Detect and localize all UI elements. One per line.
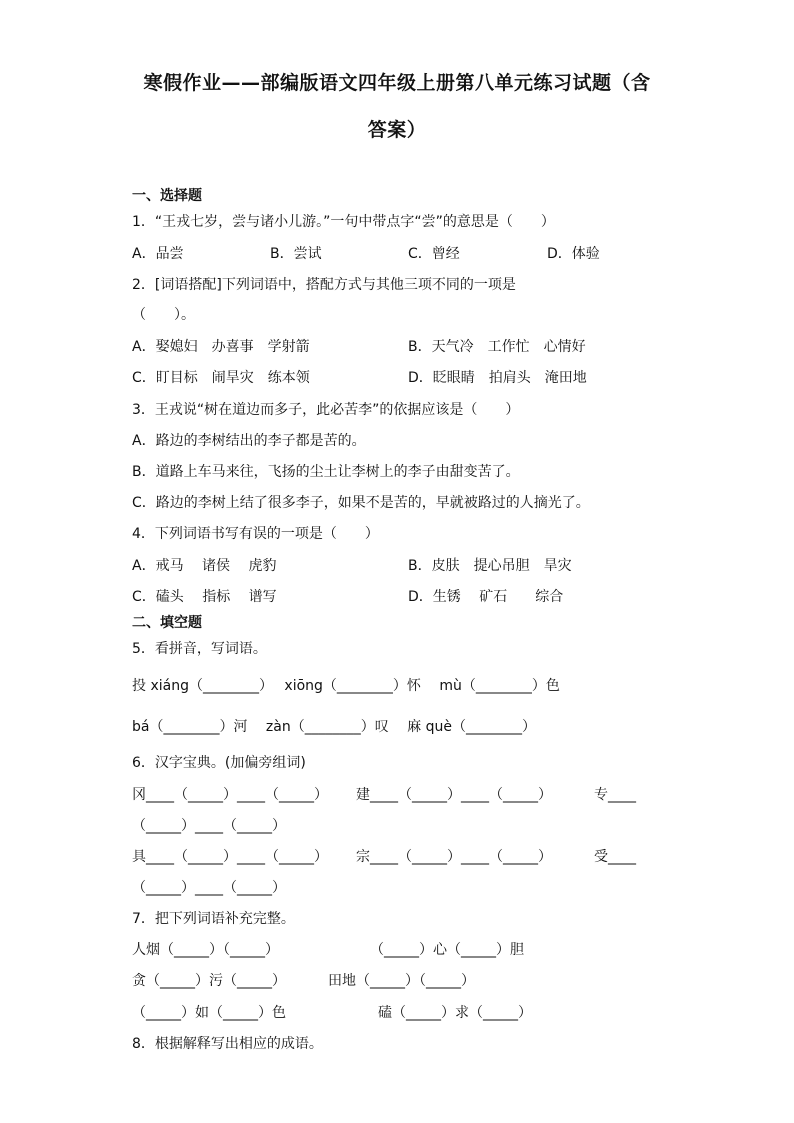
q4-option-d: D．生锈 矿石 综合 bbox=[408, 589, 564, 605]
q7-row2-left: 贪（_____）污（_____） bbox=[132, 973, 286, 989]
q5-pinyin-row-2: bá（________）河 zàn（________）叹 麻 què（________） bbox=[132, 719, 536, 735]
q3-option-b: B．道路上车马来往，飞扬的尘土让李树上的李子由甜变苦了。 bbox=[132, 464, 520, 480]
q2-option-c: C．盯目标 闹旱灾 练本领 bbox=[132, 370, 310, 386]
q2-option-b: B．天气冷 工作忙 心情好 bbox=[408, 339, 586, 355]
question-8-stem: 8．根据解释写出相应的成语。 bbox=[132, 1036, 323, 1052]
q6-row1-group-c-cont: （_____）____（_____） bbox=[132, 818, 286, 834]
q1-option-d: D．体验 bbox=[547, 246, 600, 262]
question-5-stem: 5．看拼音，写词语。 bbox=[132, 641, 267, 657]
q7-row2-right: 田地（_____）（_____） bbox=[328, 973, 475, 989]
q3-option-a: A．路边的李树结出的李子都是苦的。 bbox=[132, 433, 366, 449]
q7-row3-left: （_____）如（_____）色 bbox=[132, 1005, 286, 1021]
q1-option-b: B．尝试 bbox=[270, 246, 322, 262]
question-7-stem: 7．把下列词语补充完整。 bbox=[132, 911, 295, 927]
q7-row3-right: 磕（_____）求（_____） bbox=[378, 1005, 532, 1021]
question-1-stem: 1．“王戎七岁，尝与诸小儿游。”一句中带点字“尝”的意思是（ ） bbox=[132, 214, 555, 230]
q6-row1-group-c: 专____ bbox=[594, 787, 636, 803]
q6-row1-group-b: 建____（_____）____（_____） bbox=[356, 787, 552, 803]
question-2-stem: 2．[词语搭配]下列词语中，搭配方式与其他三项不同的一项是 bbox=[132, 277, 516, 293]
q7-row1-right: （_____）心（_____）胆 bbox=[370, 942, 524, 958]
q4-option-a: A．戒马 诸侯 虎豹 bbox=[132, 558, 277, 574]
question-6-stem: 6．汉字宝典。(加偏旁组词) bbox=[132, 755, 306, 771]
q6-row2-group-c-cont: （_____）____（_____） bbox=[132, 880, 286, 896]
q1-option-a: A．品尝 bbox=[132, 246, 184, 262]
q5-pinyin-row-1: 投 xiáng（________） xiōng（________）怀 mù（________）色 bbox=[132, 678, 560, 694]
q3-option-c: C．路边的李树上结了很多李子，如果不是苦的，早就被路过的人摘光了。 bbox=[132, 495, 590, 511]
question-3-stem: 3．王戎说“树在道边而多子，此必苦李”的依据应该是（ ） bbox=[132, 402, 520, 418]
q6-row2-group-c: 受____ bbox=[594, 849, 636, 865]
q6-row2-group-a: 具____（_____）____（_____） bbox=[132, 849, 328, 865]
page-title-line2: 答案） bbox=[367, 119, 427, 141]
q6-row1-group-a: 冈____（_____）____（_____） bbox=[132, 787, 328, 803]
q2-option-a: A．娶媳妇 办喜事 学射箭 bbox=[132, 339, 310, 355]
q4-option-c: C．磕头 指标 谱写 bbox=[132, 589, 277, 605]
q6-row2-group-b: 宗____（_____）____（_____） bbox=[356, 849, 552, 865]
question-4-stem: 4．下列词语书写有误的一项是（ ） bbox=[132, 526, 379, 542]
section-fill-heading: 二、填空题 bbox=[132, 615, 202, 631]
section-choice-heading: 一、选择题 bbox=[132, 188, 202, 204]
question-2-stem-cont: （ ）。 bbox=[132, 307, 195, 323]
q1-option-c: C．曾经 bbox=[408, 246, 460, 262]
q4-option-b: B．皮肤 提心吊胆 旱灾 bbox=[408, 558, 572, 574]
q2-option-d: D．眨眼睛 拍肩头 淹田地 bbox=[408, 370, 587, 386]
q7-row1-left: 人烟（_____）（_____） bbox=[132, 942, 279, 958]
page-title-line1: 寒假作业——部编版语文四年级上册第八单元练习试题（含 bbox=[143, 72, 651, 94]
